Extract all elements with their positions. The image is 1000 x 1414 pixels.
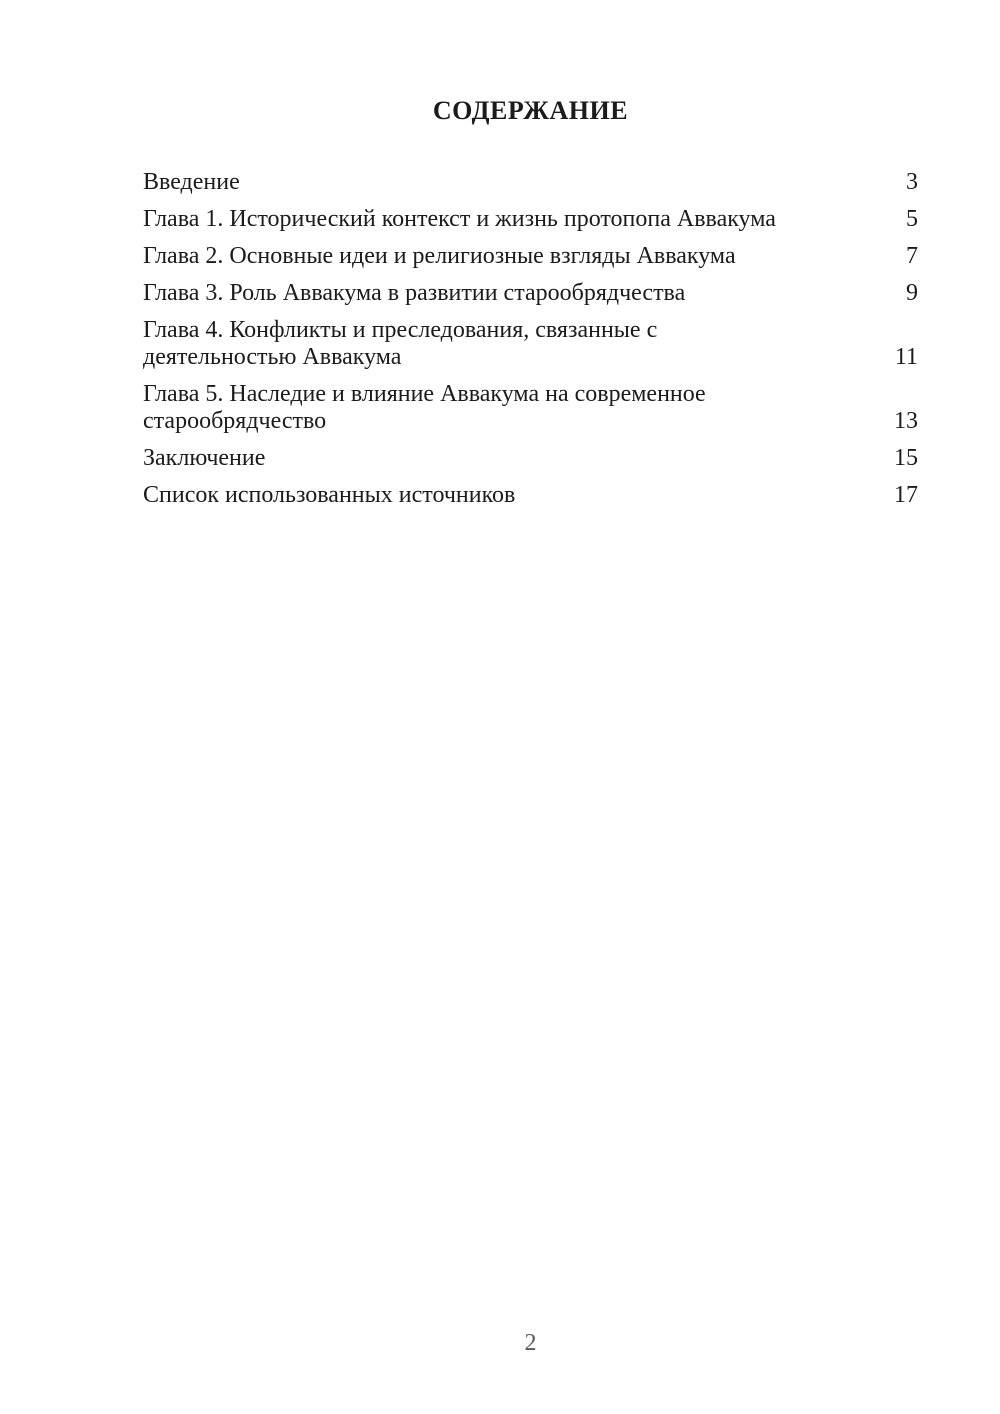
toc-entry-line: Список использованных источников <box>143 482 516 508</box>
toc-entry-page-number: 9 <box>906 280 918 306</box>
toc-entry-page-number: 13 <box>894 408 918 434</box>
toc-entry-title <box>143 280 906 307</box>
page-title: СОДЕРЖАНИЕ <box>432 96 629 125</box>
toc-entry-title <box>143 381 894 435</box>
toc-entry-page-number: 7 <box>906 243 918 269</box>
toc-entry <box>143 206 918 233</box>
toc-entry-line: Введение <box>143 169 240 195</box>
toc-entry-line: Глава 4. Конфликты и преследования, связанные с <box>143 317 658 343</box>
toc-entry-line: Глава 5. Наследие и влияние Аввакума на современное <box>143 381 706 407</box>
toc-entry-line: Глава 2. Основные идеи и религиозные взгляды Аввакума <box>143 243 736 269</box>
toc-entry-page-number: 15 <box>894 445 918 471</box>
footer-page-number: 2 <box>524 1330 537 1356</box>
toc-entry-page-number: 3 <box>906 169 918 195</box>
toc-entry <box>143 381 918 435</box>
toc-entry-line: Глава 1. Исторический контекст и жизнь протопопа Аввакума <box>143 206 776 232</box>
toc-entry-line: старообрядчество <box>143 408 327 434</box>
toc-entry-title <box>143 206 906 233</box>
toc-entry-title <box>143 482 894 509</box>
toc-entry-title <box>143 445 894 472</box>
toc-entry-title <box>143 169 906 196</box>
toc-entry-title <box>143 243 906 270</box>
toc-entry-line: Глава 3. Роль Аввакума в развитии старообрядчества <box>143 280 686 306</box>
toc-entry-title <box>143 317 895 371</box>
toc-entry <box>143 317 918 371</box>
toc-list <box>143 169 918 509</box>
toc-entry-page-number: 5 <box>906 206 918 232</box>
toc-entry <box>143 280 918 307</box>
toc-entry <box>143 169 918 196</box>
toc-entry-page-number: 17 <box>894 482 918 508</box>
toc-entry <box>143 482 918 509</box>
toc-entry <box>143 445 918 472</box>
toc-entry-line: деятельностью Аввакума <box>143 344 402 370</box>
toc-entry-page-number: 11 <box>894 344 918 370</box>
toc-entry <box>143 243 918 270</box>
page-content <box>143 96 918 519</box>
toc-entry-line: Заключение <box>143 445 266 471</box>
